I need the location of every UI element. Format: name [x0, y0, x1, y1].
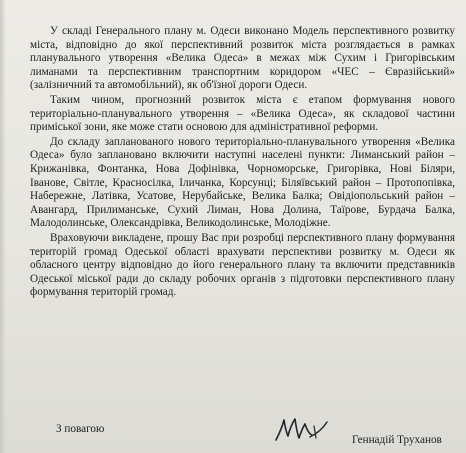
signer-name: Геннадій Труханов — [352, 434, 442, 446]
paragraph-settlements-list: До складу запланованого нового територіально-планувального утворення «Велика Одеса» було заплановано включити наступні населені пункти: Лиманський район – Крижанівка, Фонтанка, Нова Дофінівка, Чорноморське, Григорівка, Нові Біляри, Іванове, Світле, Красносілка, Іличанка, Корсунці; Біляївський район – Протопопівка, Набережне, Латівка, Усатове, Нерубайське, Велика Балка; Овідіопольський район – Авангард, Прилиманське, Сухий Лиман, Нова Долина, Таїрове, Бурдача Балка, Малодолинське, Олександрівка, Великодолинське, Молодіжне. — [30, 135, 455, 230]
paragraph-forecast-development: Таким чином, прогнозний розвиток міста є етапом формування нового територіально-планувального утворення – «Велика Одеса», як складової частини приміської зони, яке може стати основою для адміністративної реформи. — [30, 93, 455, 134]
closing-phrase: З повагою — [56, 423, 105, 435]
handwritten-signature — [272, 412, 330, 446]
paragraph-general-plan: У складі Генерального плану м. Одеси виконано Модель перспективного розвитку міста, відповідно до якої перспективний розвиток міста розглядається в рамках планувального утворення «Велика Одеса» в межах між Сухим і Григорівським лиманами та перспективним транспортним коридором «ЧЕС – Євразійський» (залізничний та автомобільний), як об'їзної дороги Одеси. — [30, 25, 455, 92]
paragraph-request: Враховуючи викладене, прошу Вас при розробці перспективного плану формування територій громад Одеської області врахувати перспективи розвитку м. Одеси як обласного центру відповідно до його генерального плану та включити представників Одеської міської ради до складу робочих органів з підготовки перспективного плану формування територій громад. — [30, 231, 455, 299]
page-edge-shadow — [0, 0, 6, 453]
letter-body — [30, 25, 455, 301]
